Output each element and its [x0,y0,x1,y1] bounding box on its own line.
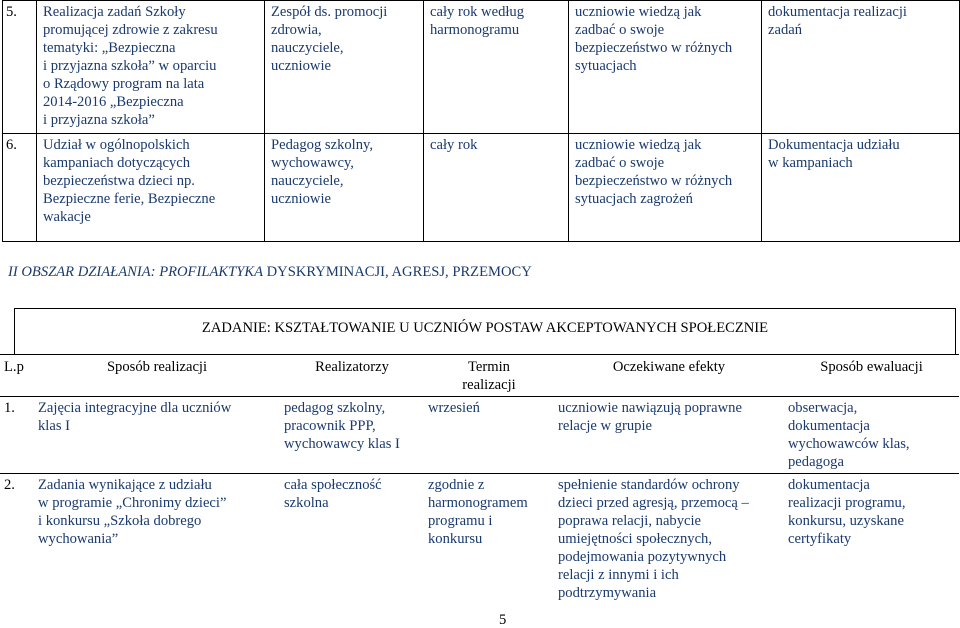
evaluation-cell: Dokumentacja udziału w kampaniach [762,134,960,242]
activities-table-top [2,0,960,242]
effects-cell: uczniowie wiedzą jak zadbać o swoje bezpieczeństwo w różnych sytuacjach zagrożeń [569,134,762,242]
header-effects: Oczekiwane efekty [554,355,784,397]
header-who: Realizatorzy [280,355,424,397]
activities-table-bottom [0,354,959,604]
table-row [3,1,960,134]
evaluation-cell: dokumentacja realizacji zadań [762,1,960,134]
when-cell: cały rok według harmonogramu [424,1,569,134]
method-cell: Zadania wynikające z udziału w programie „Chronimy dzieci” i konkursu „Szkoła dobrego wychowania” [38,477,227,547]
effects-cell: uczniowie nawiązują poprawne relacje w grupie [554,397,784,474]
page-number: 5 [499,612,507,628]
row-number: 1. [0,397,34,474]
row-number: 2. [4,477,15,493]
evaluation-cell: obserwacja, dokumentacja wychowawców klas, pedagoga [784,397,959,474]
when-cell: wrzesień [424,397,554,474]
header-evaluation: Sposób ewaluacji [784,355,959,397]
who-cell: cała społeczność szkolna [284,477,382,511]
when-cell: cały rok [424,134,569,242]
who-cell: Pedagog szkolny, wychowawcy, nauczyciele, uczniowie [265,134,424,242]
effects-cell: spełnienie standardów ochrony dzieci przed agresją, przemocą – poprawa relacji, nabycie umiejętności społecznych, podejmowania pozytywnych relacji z innymi i ich podtrzymywania [558,477,749,601]
table-header-row [0,355,959,397]
table-row [0,474,959,605]
task-box [14,308,956,354]
task-cell: Udział w ogólnopolskich kampaniach dotyczących bezpieczeństwa dzieci np. Bezpieczne ferie, Bezpieczne wakacje [37,134,265,242]
row-number: 6. [3,134,37,242]
evaluation-cell: dokumentacja realizacji programu, konkursu, uzyskane certyfikaty [788,477,906,547]
effects-cell: uczniowie wiedzą jak zadbać o swoje bezpieczeństwo w różnych sytuacjach [569,1,762,134]
who-cell: Zespół ds. promocji zdrowia, nauczyciele, uczniowie [265,1,424,134]
task-cell: Realizacja zadań Szkoły promującej zdrowie z zakresu tematyki: „Bezpieczna i przyjazna szkoła” w oparciu o Rządowy program na lata 2014-2016 „Bezpieczna i przyjazna szkoła” [37,1,265,134]
table-row [3,134,960,242]
who-cell: pedagog szkolny, pracownik PPP, wychowawcy klas I [280,397,424,474]
when-cell: zgodnie z harmonogramem programu i konkursu [428,477,528,547]
header-when: Termin realizacji [424,355,554,397]
task-title: ZADANIE: KSZTAŁTOWANIE U UCZNIÓW POSTAW AKCEPTOWANYCH SPOŁECZNIE [201,320,769,336]
section-heading: II OBSZAR DZIAŁANIA: PROFILAKTYKA DYSKRYMINACJI, AGRESJ, PRZEMOCY [8,264,532,280]
header-lp: L.p [0,355,34,397]
row-number: 5. [3,1,37,134]
method-cell: Zajęcia integracyjne dla uczniów klas I [34,397,280,474]
table-row [0,397,959,474]
header-method: Sposób realizacji [34,355,280,397]
